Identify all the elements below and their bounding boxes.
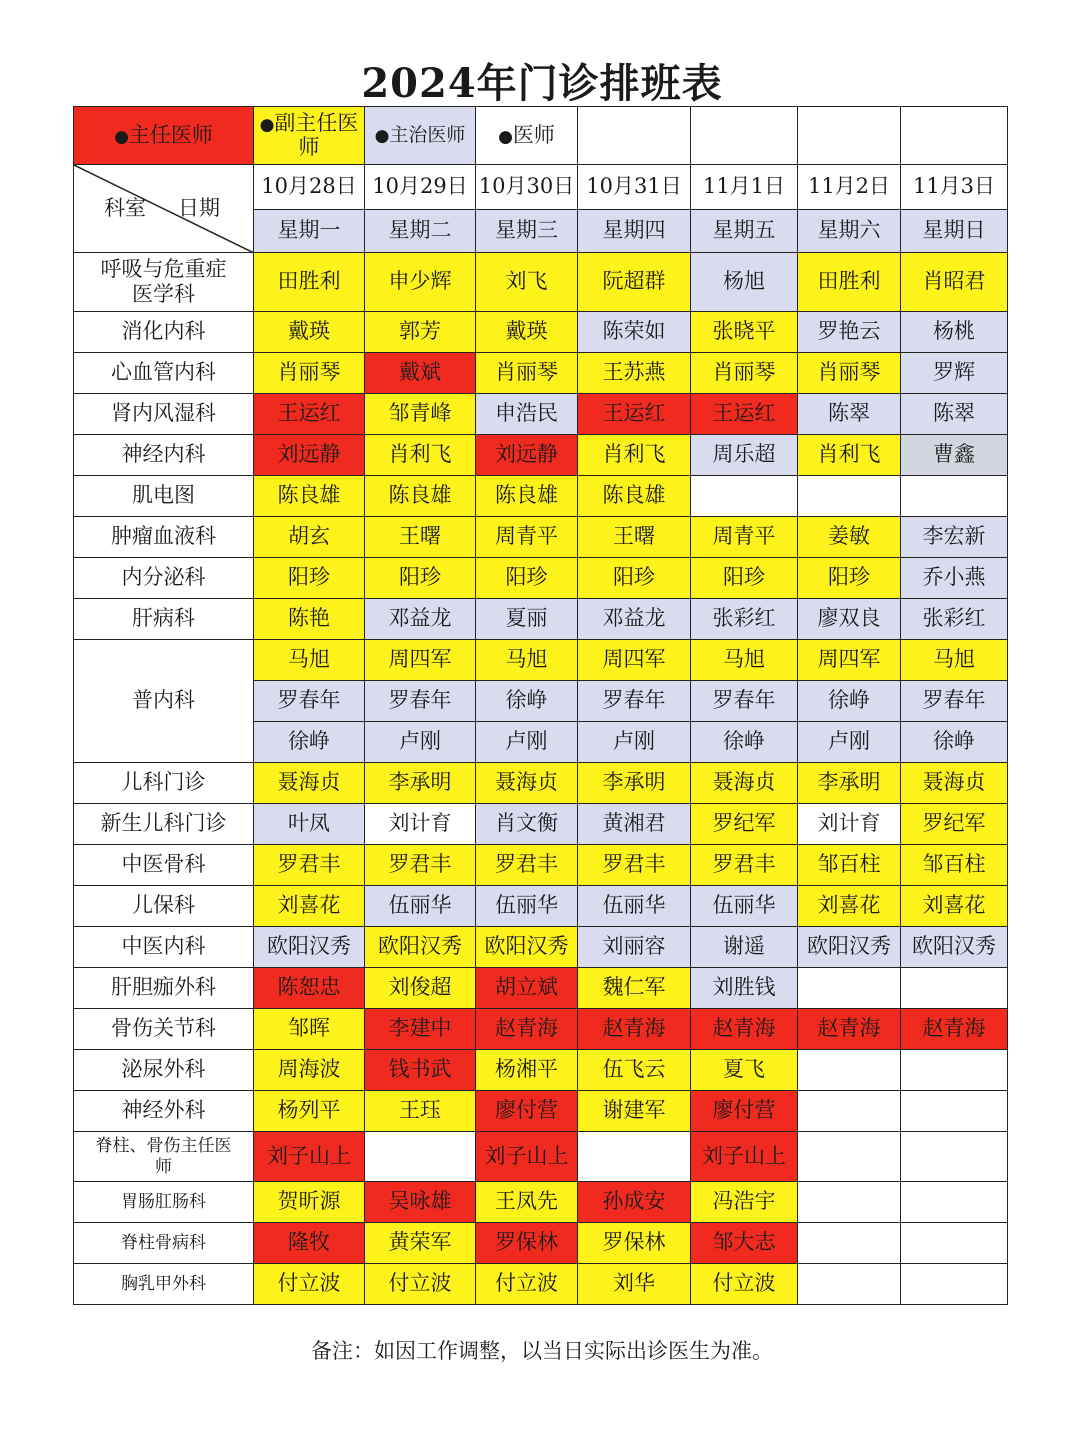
- doctor-cell: 黄荣军: [365, 1223, 476, 1264]
- corner-header: [74, 165, 254, 253]
- doctor-cell: 肖丽琴: [254, 353, 365, 394]
- department-row: [74, 1009, 1008, 1050]
- department-name: 儿科门诊: [74, 763, 254, 804]
- bullet-icon: ●: [374, 126, 390, 147]
- legend-attending-physician: ●主治医师: [365, 107, 476, 165]
- doctor-cell: 张晓平: [691, 312, 798, 353]
- doctor-cell: 刘子山上: [254, 1132, 365, 1182]
- doctor-cell: 邹大志: [691, 1223, 798, 1264]
- date-header: 11月3日: [901, 165, 1008, 210]
- doctor-cell: 徐峥: [901, 722, 1008, 763]
- date-header: 11月1日: [691, 165, 798, 210]
- doctor-cell: 肖利飞: [365, 435, 476, 476]
- department-row: [74, 476, 1008, 517]
- doctor-cell: 田胜利: [798, 253, 901, 312]
- department-name: 普内科: [74, 640, 254, 763]
- department-name: 肿瘤血液科: [74, 517, 254, 558]
- department-row: [74, 1050, 1008, 1091]
- doctor-cell: 刘飞: [476, 253, 578, 312]
- doctor-cell: 罗君丰: [691, 845, 798, 886]
- doctor-cell: 刘胜钱: [691, 968, 798, 1009]
- empty-cell: [798, 1091, 901, 1132]
- doctor-cell: 徐峥: [476, 681, 578, 722]
- doctor-cell: 马旭: [691, 640, 798, 681]
- empty-cell: [798, 1132, 901, 1182]
- department-row: [74, 517, 1008, 558]
- empty-cell: [691, 476, 798, 517]
- dept-axis-label: 科室: [104, 196, 146, 220]
- doctor-cell: 罗春年: [578, 681, 691, 722]
- doctor-cell: 欧阳汉秀: [798, 927, 901, 968]
- doctor-cell: 马旭: [901, 640, 1008, 681]
- weekday-header: 星期二: [365, 210, 476, 253]
- department-name: 消化内科: [74, 312, 254, 353]
- doctor-cell: 张彩红: [901, 599, 1008, 640]
- doctor-cell: 李建中: [365, 1009, 476, 1050]
- doctor-cell: 邹晖: [254, 1009, 365, 1050]
- doctor-cell: 卢刚: [578, 722, 691, 763]
- doctor-cell: 肖丽琴: [691, 353, 798, 394]
- department-row: [74, 1223, 1008, 1264]
- doctor-cell: 刘华: [578, 1264, 691, 1305]
- doctor-cell: 罗春年: [691, 681, 798, 722]
- empty-cell: [901, 1091, 1008, 1132]
- doctor-cell: 陈恕忠: [254, 968, 365, 1009]
- empty-cell: [578, 1132, 691, 1182]
- department-name: 胃肠肛肠科: [74, 1182, 254, 1223]
- doctor-cell: 赵青海: [798, 1009, 901, 1050]
- doctor-cell: 贺昕源: [254, 1182, 365, 1223]
- doctor-cell: 肖昭君: [901, 253, 1008, 312]
- doctor-cell: 陈良雄: [254, 476, 365, 517]
- department-name: 肾内风湿科: [74, 394, 254, 435]
- doctor-cell: 聂海贞: [254, 763, 365, 804]
- doctor-cell: 赵青海: [901, 1009, 1008, 1050]
- doctor-cell: 刘子山上: [476, 1132, 578, 1182]
- doctor-cell: 周乐超: [691, 435, 798, 476]
- doctor-cell: 肖丽琴: [798, 353, 901, 394]
- doctor-cell: 叶凤: [254, 804, 365, 845]
- department-row: [74, 435, 1008, 476]
- doctor-cell: 伍丽华: [476, 886, 578, 927]
- footnote: 备注：如因工作调整，以当日实际出诊医生为准。: [311, 1339, 773, 1363]
- doctor-cell: 李承明: [798, 763, 901, 804]
- department-name: 心血管内科: [74, 353, 254, 394]
- department-name: 儿保科: [74, 886, 254, 927]
- doctor-cell: 卢刚: [476, 722, 578, 763]
- doctor-cell: 赵青海: [578, 1009, 691, 1050]
- doctor-cell: 陈艳: [254, 599, 365, 640]
- doctor-cell: 刘俊超: [365, 968, 476, 1009]
- department-row: [74, 253, 1008, 312]
- doctor-cell: 杨湘平: [476, 1050, 578, 1091]
- doctor-cell: 邹百柱: [798, 845, 901, 886]
- department-row: [74, 763, 1008, 804]
- department-name: 呼吸与危重症医学科: [74, 253, 254, 312]
- empty-cell: [798, 1050, 901, 1091]
- empty-cell: [901, 1182, 1008, 1223]
- doctor-cell: 罗君丰: [365, 845, 476, 886]
- doctor-cell: 罗艳云: [798, 312, 901, 353]
- doctor-cell: 卢刚: [798, 722, 901, 763]
- doctor-cell: 王曙: [578, 517, 691, 558]
- department-name: 神经外科: [74, 1091, 254, 1132]
- doctor-cell: 刘远静: [254, 435, 365, 476]
- doctor-cell: 张彩红: [691, 599, 798, 640]
- diagonal-divider: [74, 165, 254, 253]
- doctor-cell: 肖利飞: [798, 435, 901, 476]
- doctor-cell: 钱书武: [365, 1050, 476, 1091]
- empty-cell: [798, 476, 901, 517]
- doctor-cell: 周四军: [798, 640, 901, 681]
- doctor-cell: 徐峥: [691, 722, 798, 763]
- doctor-cell: 胡立斌: [476, 968, 578, 1009]
- empty-cell: [798, 968, 901, 1009]
- doctor-cell: 刘喜花: [901, 886, 1008, 927]
- doctor-cell: 周四军: [365, 640, 476, 681]
- doctor-cell: 罗辉: [901, 353, 1008, 394]
- doctor-cell: 卢刚: [365, 722, 476, 763]
- weekday-header: 星期四: [578, 210, 691, 253]
- doctor-cell: 杨旭: [691, 253, 798, 312]
- doctor-cell: 邓益龙: [578, 599, 691, 640]
- doctor-cell: 陈翠: [798, 394, 901, 435]
- department-row: [74, 599, 1008, 640]
- department-row: [74, 845, 1008, 886]
- doctor-cell: 欧阳汉秀: [476, 927, 578, 968]
- doctor-cell: 欧阳汉秀: [254, 927, 365, 968]
- doctor-cell: 伍飞云: [578, 1050, 691, 1091]
- doctor-cell: 罗保林: [476, 1223, 578, 1264]
- legend-chief-physician: ●主任医师: [74, 107, 254, 165]
- doctor-cell: 王珏: [365, 1091, 476, 1132]
- department-name: 骨伤关节科: [74, 1009, 254, 1050]
- doctor-cell: 申浩民: [476, 394, 578, 435]
- doctor-cell: 周青平: [476, 517, 578, 558]
- doctor-cell: 廖双良: [798, 599, 901, 640]
- doctor-cell: 罗保林: [578, 1223, 691, 1264]
- doctor-cell: 杨列平: [254, 1091, 365, 1132]
- weekday-header: 星期五: [691, 210, 798, 253]
- bullet-icon: ●: [259, 115, 275, 136]
- doctor-cell: 刘丽容: [578, 927, 691, 968]
- doctor-cell: 罗君丰: [476, 845, 578, 886]
- doctor-cell: 陈翠: [901, 394, 1008, 435]
- empty-cell: [365, 1132, 476, 1182]
- doctor-cell: 周四军: [578, 640, 691, 681]
- doctor-cell: 刘子山上: [691, 1132, 798, 1182]
- empty-cell: [901, 1223, 1008, 1264]
- doctor-cell: 罗纪军: [901, 804, 1008, 845]
- department-row: [74, 1182, 1008, 1223]
- doctor-cell: 吴咏雄: [365, 1182, 476, 1223]
- doctor-cell: 陈良雄: [578, 476, 691, 517]
- department-name: 新生儿科门诊: [74, 804, 254, 845]
- doctor-cell: 戴斌: [365, 353, 476, 394]
- date-header: 10月29日: [365, 165, 476, 210]
- department-name: 中医骨科: [74, 845, 254, 886]
- doctor-cell: 肖丽琴: [476, 353, 578, 394]
- doctor-cell: 伍丽华: [578, 886, 691, 927]
- empty-cell: [901, 476, 1008, 517]
- department-name: 中医内科: [74, 927, 254, 968]
- doctor-cell: 马旭: [476, 640, 578, 681]
- doctor-cell: 刘计育: [798, 804, 901, 845]
- weekday-header: 星期一: [254, 210, 365, 253]
- department-name: 泌尿外科: [74, 1050, 254, 1091]
- doctor-cell: 胡玄: [254, 517, 365, 558]
- doctor-cell: 戴瑛: [476, 312, 578, 353]
- doctor-cell: 陈荣如: [578, 312, 691, 353]
- doctor-cell: 李宏新: [901, 517, 1008, 558]
- doctor-cell: 夏飞: [691, 1050, 798, 1091]
- department-name: 内分泌科: [74, 558, 254, 599]
- doctor-cell: 徐峥: [254, 722, 365, 763]
- department-name: 脊柱、骨伤主任医师: [74, 1132, 254, 1182]
- doctor-cell: 王苏燕: [578, 353, 691, 394]
- doctor-cell: 聂海贞: [476, 763, 578, 804]
- doctor-cell: 赵青海: [476, 1009, 578, 1050]
- doctor-cell: 廖付营: [691, 1091, 798, 1132]
- bullet-icon: ●: [498, 126, 513, 147]
- empty-cell: [798, 1223, 901, 1264]
- doctor-cell: 周青平: [691, 517, 798, 558]
- empty-cell: [798, 1182, 901, 1223]
- doctor-cell: 李承明: [365, 763, 476, 804]
- doctor-cell: 罗君丰: [254, 845, 365, 886]
- doctor-cell: 付立波: [476, 1264, 578, 1305]
- bullet-icon: ●: [114, 126, 129, 147]
- doctor-cell: 陈良雄: [476, 476, 578, 517]
- doctor-cell: 肖文衡: [476, 804, 578, 845]
- doctor-cell: 伍丽华: [691, 886, 798, 927]
- department-row: [74, 886, 1008, 927]
- date-header: 10月31日: [578, 165, 691, 210]
- department-row: [74, 640, 1008, 681]
- doctor-cell: 聂海贞: [901, 763, 1008, 804]
- department-name: 肝病科: [74, 599, 254, 640]
- department-row: [74, 394, 1008, 435]
- doctor-cell: 聂海贞: [691, 763, 798, 804]
- department-name: 肝胆痂外科: [74, 968, 254, 1009]
- legend-empty-cell: [901, 107, 1008, 165]
- doctor-cell: 王曙: [365, 517, 476, 558]
- doctor-cell: 付立波: [691, 1264, 798, 1305]
- doctor-cell: 徐峥: [798, 681, 901, 722]
- date-header: 10月28日: [254, 165, 365, 210]
- weekday-header: 星期六: [798, 210, 901, 253]
- empty-cell: [901, 968, 1008, 1009]
- doctor-cell: 罗纪军: [691, 804, 798, 845]
- doctor-cell: 谢遥: [691, 927, 798, 968]
- department-row: [74, 804, 1008, 845]
- doctor-cell: 郭芳: [365, 312, 476, 353]
- doctor-cell: 王运红: [578, 394, 691, 435]
- doctor-cell: 罗君丰: [578, 845, 691, 886]
- doctor-cell: 罗春年: [901, 681, 1008, 722]
- doctor-cell: 邹百柱: [901, 845, 1008, 886]
- weekday-header: 星期日: [901, 210, 1008, 253]
- doctor-cell: 欧阳汉秀: [901, 927, 1008, 968]
- doctor-cell: 乔小燕: [901, 558, 1008, 599]
- doctor-cell: 冯浩宇: [691, 1182, 798, 1223]
- doctor-cell: 王凤先: [476, 1182, 578, 1223]
- department-name: 胸乳甲外科: [74, 1264, 254, 1305]
- doctor-cell: 王运红: [691, 394, 798, 435]
- doctor-cell: 马旭: [254, 640, 365, 681]
- weekday-header: 星期三: [476, 210, 578, 253]
- legend-empty-cell: [691, 107, 798, 165]
- doctor-cell: 肖利飞: [578, 435, 691, 476]
- doctor-cell: 赵青海: [691, 1009, 798, 1050]
- doctor-cell: 罗春年: [254, 681, 365, 722]
- doctor-cell: 付立波: [254, 1264, 365, 1305]
- doctor-cell: 邓益龙: [365, 599, 476, 640]
- doctor-cell: 陈良雄: [365, 476, 476, 517]
- department-name: 神经内科: [74, 435, 254, 476]
- doctor-cell: 阳珍: [798, 558, 901, 599]
- doctor-cell: 阳珍: [578, 558, 691, 599]
- doctor-cell: 刘远静: [476, 435, 578, 476]
- doctor-cell: 阳珍: [691, 558, 798, 599]
- department-row: [74, 927, 1008, 968]
- page-title: 2024年门诊排班表: [361, 60, 723, 107]
- doctor-cell: 阳珍: [365, 558, 476, 599]
- doctor-cell: 申少辉: [365, 253, 476, 312]
- doctor-cell: 付立波: [365, 1264, 476, 1305]
- doctor-cell: 阳珍: [254, 558, 365, 599]
- doctor-cell: 夏丽: [476, 599, 578, 640]
- date-row: [74, 165, 1008, 210]
- doctor-cell: 谢建军: [578, 1091, 691, 1132]
- doctor-cell: 姜敏: [798, 517, 901, 558]
- doctor-cell: 欧阳汉秀: [365, 927, 476, 968]
- doctor-cell: 邹青峰: [365, 394, 476, 435]
- legend-associate-chief-physician: ●副主任医师: [254, 107, 365, 165]
- doctor-cell: 隆牧: [254, 1223, 365, 1264]
- doctor-cell: 曹鑫: [901, 435, 1008, 476]
- legend-physician: ●医师: [476, 107, 578, 165]
- department-row: [74, 1091, 1008, 1132]
- doctor-cell: 刘计育: [365, 804, 476, 845]
- doctor-cell: 李承明: [578, 763, 691, 804]
- department-row: [74, 1264, 1008, 1305]
- doctor-cell: 田胜利: [254, 253, 365, 312]
- doctor-cell: 刘喜花: [798, 886, 901, 927]
- doctor-cell: 戴瑛: [254, 312, 365, 353]
- date-header: 11月2日: [798, 165, 901, 210]
- doctor-cell: 伍丽华: [365, 886, 476, 927]
- schedule-table: [73, 106, 1008, 1305]
- doctor-cell: 孙成安: [578, 1182, 691, 1223]
- legend-empty-cell: [798, 107, 901, 165]
- date-header: 10月30日: [476, 165, 578, 210]
- empty-cell: [901, 1132, 1008, 1182]
- department-row: [74, 968, 1008, 1009]
- empty-cell: [901, 1264, 1008, 1305]
- doctor-cell: 阳珍: [476, 558, 578, 599]
- department-name: 肌电图: [74, 476, 254, 517]
- department-row: [74, 558, 1008, 599]
- doctor-cell: 王运红: [254, 394, 365, 435]
- department-name: 脊柱骨病科: [74, 1223, 254, 1264]
- doctor-cell: 刘喜花: [254, 886, 365, 927]
- department-row: [74, 312, 1008, 353]
- department-row: [74, 353, 1008, 394]
- doctor-cell: 魏仁军: [578, 968, 691, 1009]
- empty-cell: [901, 1050, 1008, 1091]
- doctor-cell: 罗春年: [365, 681, 476, 722]
- doctor-cell: 黄湘君: [578, 804, 691, 845]
- empty-cell: [798, 1264, 901, 1305]
- date-axis-label: 日期: [178, 196, 220, 220]
- doctor-cell: 阮超群: [578, 253, 691, 312]
- legend-empty-cell: [578, 107, 691, 165]
- legend-row: [74, 107, 1008, 165]
- doctor-cell: 杨桃: [901, 312, 1008, 353]
- department-row: [74, 1132, 1008, 1182]
- doctor-cell: 廖付营: [476, 1091, 578, 1132]
- doctor-cell: 周海波: [254, 1050, 365, 1091]
